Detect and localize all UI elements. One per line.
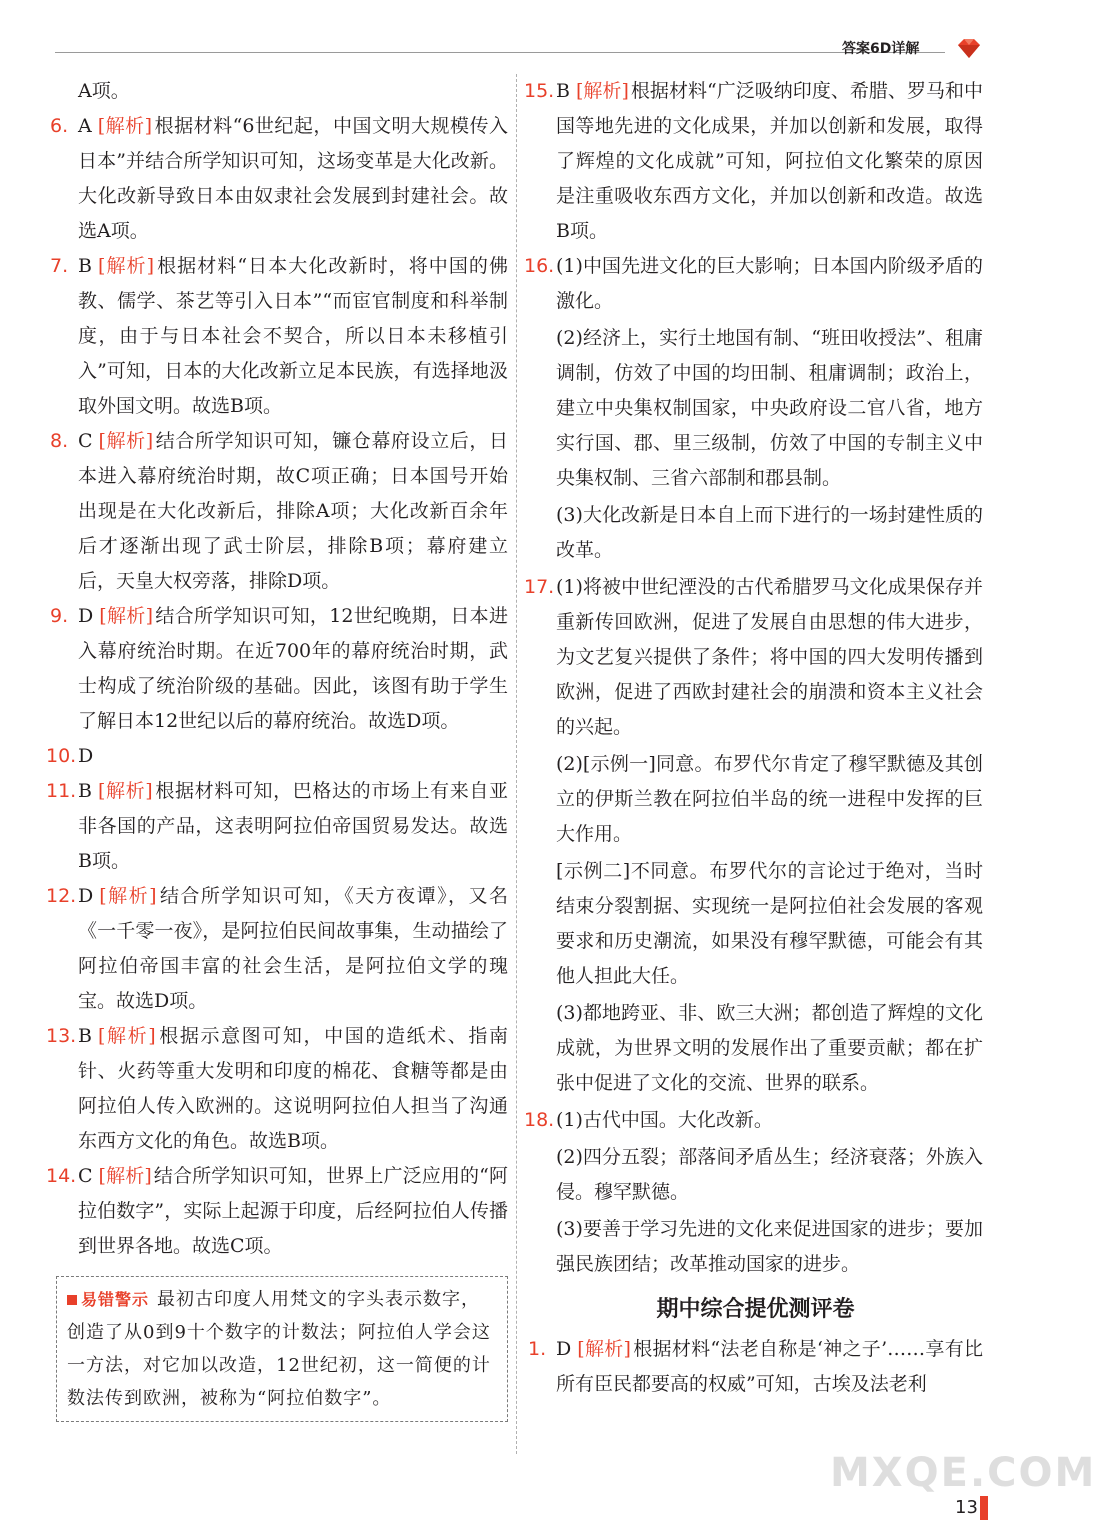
column-divider: [516, 74, 517, 1454]
sub-answer: (1)将被中世纪湮没的古代希腊罗马文化成果保存并重新传回欧洲，促进了发展自由思想的伟大进步，为文艺复兴提供了条件；将中国的四大发明传播到欧洲，促进了西欧封建社会的崩溃和资本主义社会的兴起。: [556, 576, 983, 738]
answer-item: [528, 1332, 983, 1402]
item-number: 10.: [46, 745, 77, 767]
item-number: 14.: [46, 1165, 77, 1187]
sub-answer: (3)都地跨亚、非、欧三大洲；都创造了辉煌的文化成就，为世界文明的发展作出了重要贡献；都在扩张中促进了文化的交流、世界的联系。: [556, 1002, 983, 1094]
right-column: [524, 74, 984, 1402]
answer-choice: B: [556, 80, 570, 102]
answer-item: [524, 570, 983, 745]
answer-choice: D: [78, 605, 94, 627]
item-number: 1.: [528, 1338, 547, 1360]
page-number: 13: [955, 1497, 978, 1518]
analysis-tag: [解析]: [97, 255, 155, 277]
analysis-text: 根据材料可知，巴格达的市场上有来自亚非各国的产品，这表明阿拉伯帝国贸易发达。故选B项。: [78, 780, 508, 872]
analysis-text: 根据材料“广泛吸纳印度、希腊、罗马和中国等地先进的文化成果，并加以创新和发展，取得了辉煌的文化成就”可知，阿拉伯文化繁荣的原因是注重吸收东西方文化，并加以创新和改造。故选B项。: [556, 80, 984, 242]
sub-answer: (1)中国先进文化的巨大影响；日本国内阶级矛盾的激化。: [556, 255, 983, 312]
answer-choice: C: [78, 430, 93, 452]
answer-choice: A: [78, 115, 92, 137]
item-number: 11.: [46, 780, 77, 802]
answer-item: [524, 1103, 983, 1138]
item-number: 15.: [524, 80, 555, 102]
answer-item: [50, 109, 508, 249]
answer-item: [46, 1159, 509, 1264]
sub-answer: (1)古代中国。大化改新。: [556, 1109, 773, 1131]
item-number: 18.: [524, 1109, 555, 1131]
left-column: [46, 74, 509, 1422]
answer-choice: D: [556, 1338, 572, 1360]
analysis-tag: [解析]: [97, 115, 153, 137]
answer-item: [524, 249, 983, 319]
answer-choice: D: [78, 885, 94, 907]
answer-item: [50, 599, 508, 739]
continued-text: A项。: [78, 80, 130, 102]
analysis-tag: [解析]: [97, 780, 153, 802]
item-number: 17.: [524, 576, 555, 598]
sub-answer: (2)[示例一]同意。布罗代尔肯定了穆罕默德及其创立的伊斯兰教在阿拉伯半岛的统一进程中发挥的巨大作用。: [556, 753, 983, 845]
analysis-text: 结合所学知识可知，世界上广泛应用的“阿拉伯数字”，实际上起源于印度，后经阿拉伯人传播到世界各地。故选C项。: [78, 1165, 509, 1257]
answer-item: [46, 774, 508, 879]
answer-choice: B: [78, 1025, 92, 1047]
item-number: 8.: [50, 430, 69, 452]
analysis-text: 根据示意图可知，中国的造纸术、指南针、火药等重大发明和印度的棉花、食糖等都是由阿拉伯人传入欧洲的。这说明阿拉伯人担当了沟通东西方文化的角色。故选B项。: [78, 1025, 508, 1152]
item-number: 9.: [50, 605, 69, 627]
item-number: 6.: [50, 115, 69, 137]
analysis-tag: [解析]: [97, 1025, 156, 1047]
analysis-text: 结合所学知识可知，《天方夜谭》，又名《一千零一夜》，是阿拉伯民间故事集，生动描绘了阿拉伯帝国丰富的社会生活，是阿拉伯文学的瑰宝。故选D项。: [78, 885, 508, 1012]
item-number: 7.: [50, 255, 69, 277]
analysis-text: 结合所学知识可知，12世纪晚期，日本进入幕府统治时期。在近700年的幕府统治时期，武士构成了统治阶级的基础。因此，该图有助于学生了解日本12世纪以后的幕府统治。故选D项。: [78, 605, 508, 732]
header-label: 答案6D详解: [842, 41, 920, 57]
answer-item: [46, 879, 508, 1019]
answer-item: [46, 1019, 508, 1159]
error-warning-box: [56, 1276, 508, 1422]
item-number: 12.: [46, 885, 77, 907]
header-rule: [55, 52, 945, 53]
item-number: 13.: [46, 1025, 77, 1047]
analysis-tag: [解析]: [575, 80, 629, 102]
answer-choice: D: [78, 745, 94, 767]
answer-item: [50, 249, 508, 424]
analysis-tag: [解析]: [99, 605, 154, 627]
sub-answer: (2)经济上，实行土地国有制、“班田收授法”、租庸调制，仿效了中国的均田制、租庸调制；政治上，建立中央集权制国家，中央政府设二官八省，地方实行国、郡、里三级制，仿效了中国的专制主义中央集权制、三省六部制和郡县制。: [556, 327, 983, 489]
analysis-text: 根据材料“法老自称是‘神之子’……享有比所有臣民都要高的权威”可知，古埃及法老利: [556, 1338, 983, 1395]
sub-answer: (3)大化改新是日本自上而下进行的一场封建性质的改革。: [556, 504, 983, 561]
red-gem-icon: [954, 36, 984, 60]
sub-answer: (3)要善于学习先进的文化来促进国家的进步；要加强民族团结；改革推动国家的进步。: [556, 1218, 983, 1275]
sub-answer: [示例二]不同意。布罗代尔的言论过于绝对，当时结束分裂割据、实现统一是阿拉伯社会发展的客观要求和历史潮流，如果没有穆罕默德，可能会有其他人担此大任。: [556, 860, 983, 987]
watermark: MXQE.COM: [830, 1450, 1096, 1496]
page-number-bar: [980, 1496, 988, 1520]
answer-item: [46, 739, 508, 774]
item-number: 16.: [524, 255, 555, 277]
analysis-text: 根据材料“日本大化改新时，将中国的佛教、儒学、茶艺等引入日本”“而宦官制度和科举制度，由于与日本社会不契合，所以日本未移植引入”可知，日本的大化改新立足本民族，有选择地汲取外国文明。故选B项。: [78, 255, 509, 417]
analysis-text: 根据材料“6世纪起，中国文明大规模传入日本”并结合所学知识可知，这场变革是大化改新。大化改新导致日本由奴隶社会发展到封建社会。故选A项。: [78, 115, 508, 242]
warning-title: 易错警示: [81, 1290, 150, 1309]
analysis-text: 结合所学知识可知，镰仓幕府设立后，日本进入幕府统治时期，故C项正确；日本国号开始出现是在大化改新后，排除A项；大化改新百余年后才逐渐出现了武士阶层，排除B项；幕府建立后，天皇大权旁落，排除D项。: [78, 430, 508, 592]
answer-item: [524, 74, 984, 249]
warning-marker-icon: [67, 1295, 77, 1305]
warning-text: 最初古印度人用梵文的字头表示数字，创造了从0到9十个数字的计数法；阿拉伯人学会这一方法，对它加以改造，12世纪初，这一简便的计数法传到欧洲，被称为“阿拉伯数字”。: [67, 1289, 491, 1409]
analysis-tag: [解析]: [99, 885, 157, 907]
sub-answer: (2)四分五裂；部落间矛盾丛生；经济衰落；外族入侵。穆罕默德。: [556, 1146, 983, 1203]
analysis-tag: [解析]: [98, 1165, 152, 1187]
section-title: 期中综合提优测评卷: [656, 1297, 855, 1322]
answer-choice: B: [78, 255, 92, 277]
answer-item: [50, 424, 508, 599]
analysis-tag: [解析]: [98, 430, 154, 452]
answer-choice: B: [78, 780, 92, 802]
answer-choice: C: [78, 1165, 93, 1187]
analysis-tag: [解析]: [577, 1338, 631, 1360]
